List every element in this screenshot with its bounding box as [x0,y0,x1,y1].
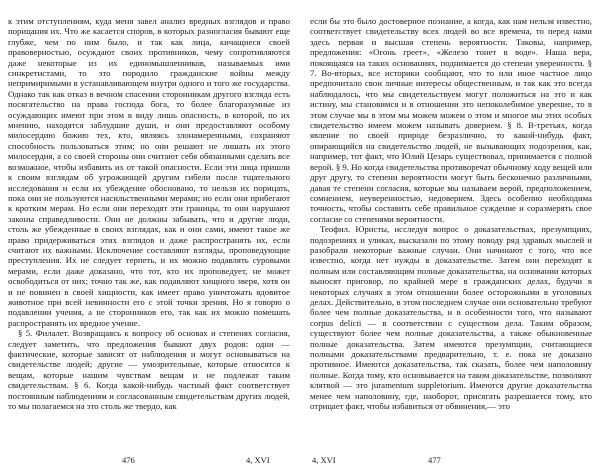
left-page-number: 476 [122,455,135,465]
left-chapter-ref: 4, XVI [246,455,270,465]
right-page [310,16,592,448]
right-chapter-ref: 4, XVI [312,455,336,465]
right-page-number: 477 [428,455,441,465]
left-paragraph-2: § 5. Филалет. Возвращаясь к вопросу об основах и степенях согласия, следует заметить, что предложения бывают двух родов: одни — фактические, которые зависят от наблюдения и могут основываться на свидетельстве людей; другие — умозрительные, которые относятся к вещам, которые нашим чувствам вещам и не подлежат таким свидетельствам. § 6. Когда какой-нибудь частный факт соответствует постоянным наблюдениям и согласованным свидетельствам других людей, то мы полагаемся на это столь же твердо, как [8,328,290,412]
right-paragraph-2: Теофил. Юристы, исследуя вопрос о доказательствах, презумпциях, подозрениях и уликах, высказали по этому поводу ряд здравых мыслей и разобрали некоторые важные случаи. Они начинают с того, что все известно, когда нет нужды в доказательстве. Затем они переходят к полным или составляющим полные доказательства, на основании которых выносят приговор, по крайней мере в гражданских делах, будучи в некоторых случаях в этом отношении более осторожными в уголовных делах. Действительно, в этом последнем случае они основательно требуют более чем полные доказательства, и в особенности того, что называют corpus delicti — в соответствии с существом дела. Таким образом, существуют более чем полные доказательства, а также обыкновенные полные доказательства. Затем имеются презумпции, считающиеся полными доказательствами предварительно, т. е. пока не доказано противное. Имеются доказательства, так сказать, более чем наполовину полные. Когда тому, кто основывается на таком доказательстве, позволяют клятвой — это juramentum suppletorium. Имеются другие доказательства менее чем наполовину, где, наоборот, присягать разрешается тому, кто отрицает факт, чтобы избавиться от обвинения,— это [310,224,592,412]
right-paragraph-1: если бы это было достоверное познание, а когда, как нам нельзя известно, соответствует свидетельству всех людей во все времена, то перед нами здесь первая и высшая степень вероятности. Таковы, например, предложения: «Огонь греет», «Железо тонет в воде». Наша вера, покоящаяся на таких основаниях, поднимается до степени уверенности. § 7. Во-вторых, все историки сообщают, что то или иное частное лицо предпочитало свои личные интересы общественным, и так как это всегда наблюдалось, что мы свидетельствуем могут положиться на это и как истину, мы становимся и в отношении это непоколебимое уверение, то в этом случае мы в этом мы можем можем о этом и многое мы этих особых свидетельство имеем можем называть доверием. § 8. В-третьях, когда явление по своей природе безразлично, то какой-нибудь факт, опирающийся на свидетельство людей, не вызывающих подозрения, как, например, тот факт, что Юлий Цезарь существовал, принимается с полной верой. § 9. Но когда свидетельства противоречат обычному ходу вещей или друг другу, то степени вероятности могут быть бесконечно различными, давая те степени согласия, которые мы называем верой, предположением, сомнением, неуверенностью, недоверием. Здесь особенно необходима точность, чтобы составить себе правильное суждение и соразмерять свое согласие со степенями вероятности. [310,16,592,224]
left-paragraph-1: к этим отступлениям, куда меня завел анализ вредных взглядов и право порицания их. Что же касается споров, в которых разногласия бывают еще глубже, чем по ним было, и так как лица, кичащиеся своей правоверностью, осуждают своих противников, чему сопротивляются даже некоторые из их единомышленников, называемых ими синкретистами, то это породило гражданские войны между непримиримыми в устанавливающем внутри одного и того же государства. Однако так как отказ в вечном спасении сторонникам другого взгляда есть посягательство на права господа бога, то более благоразумные из осуждающих имеют при этом в виду лишь опасность, в которой, по их мнению, находятся заблудшие души, и они предоставляют особому милосердию божию тех, кто, являясь злонамеренными, сохраняют способность пользоваться этим; но они решают не лишать их этого милосердия, а со своей стороны они считают себя обязанными сделать все возможное, чтобы избавить их от такой опасности. Если эти лица пришли к своим взглядам об угрожающей другим гибели после тщательного исследования и если их убеждение обосновано, то нельзя их порицать, пока они не пользуются насильственными мерами; но если они прибегают к кротким мерам. Но если они переходят эти границы, то они нарушают законы справедливости. Они не должны забывать, что и другие люди, столь же убежденные в своих взглядах, как и они сами, имеют такое же право придерживаться этих взглядов и даже распространять их, если считают их важными. Исключение составляют взгляды, проповедующие преступления. Их не следует терпеть, и их можно подавлять суровыми мерами, если даже доказано, что тот, кто их проповедует, не может освободиться от них; точно так же, как подавляют хищного зверя, хотя он и не повинен в своей хищности, как имеет право уничтожать ядовитое животное при всей невинности его с этой точки зрения. Но я говорю о подавлении учения, а не сторонников его, так как их можно помешать распространять их вредное учение. [8,16,290,328]
left-page [8,16,290,448]
